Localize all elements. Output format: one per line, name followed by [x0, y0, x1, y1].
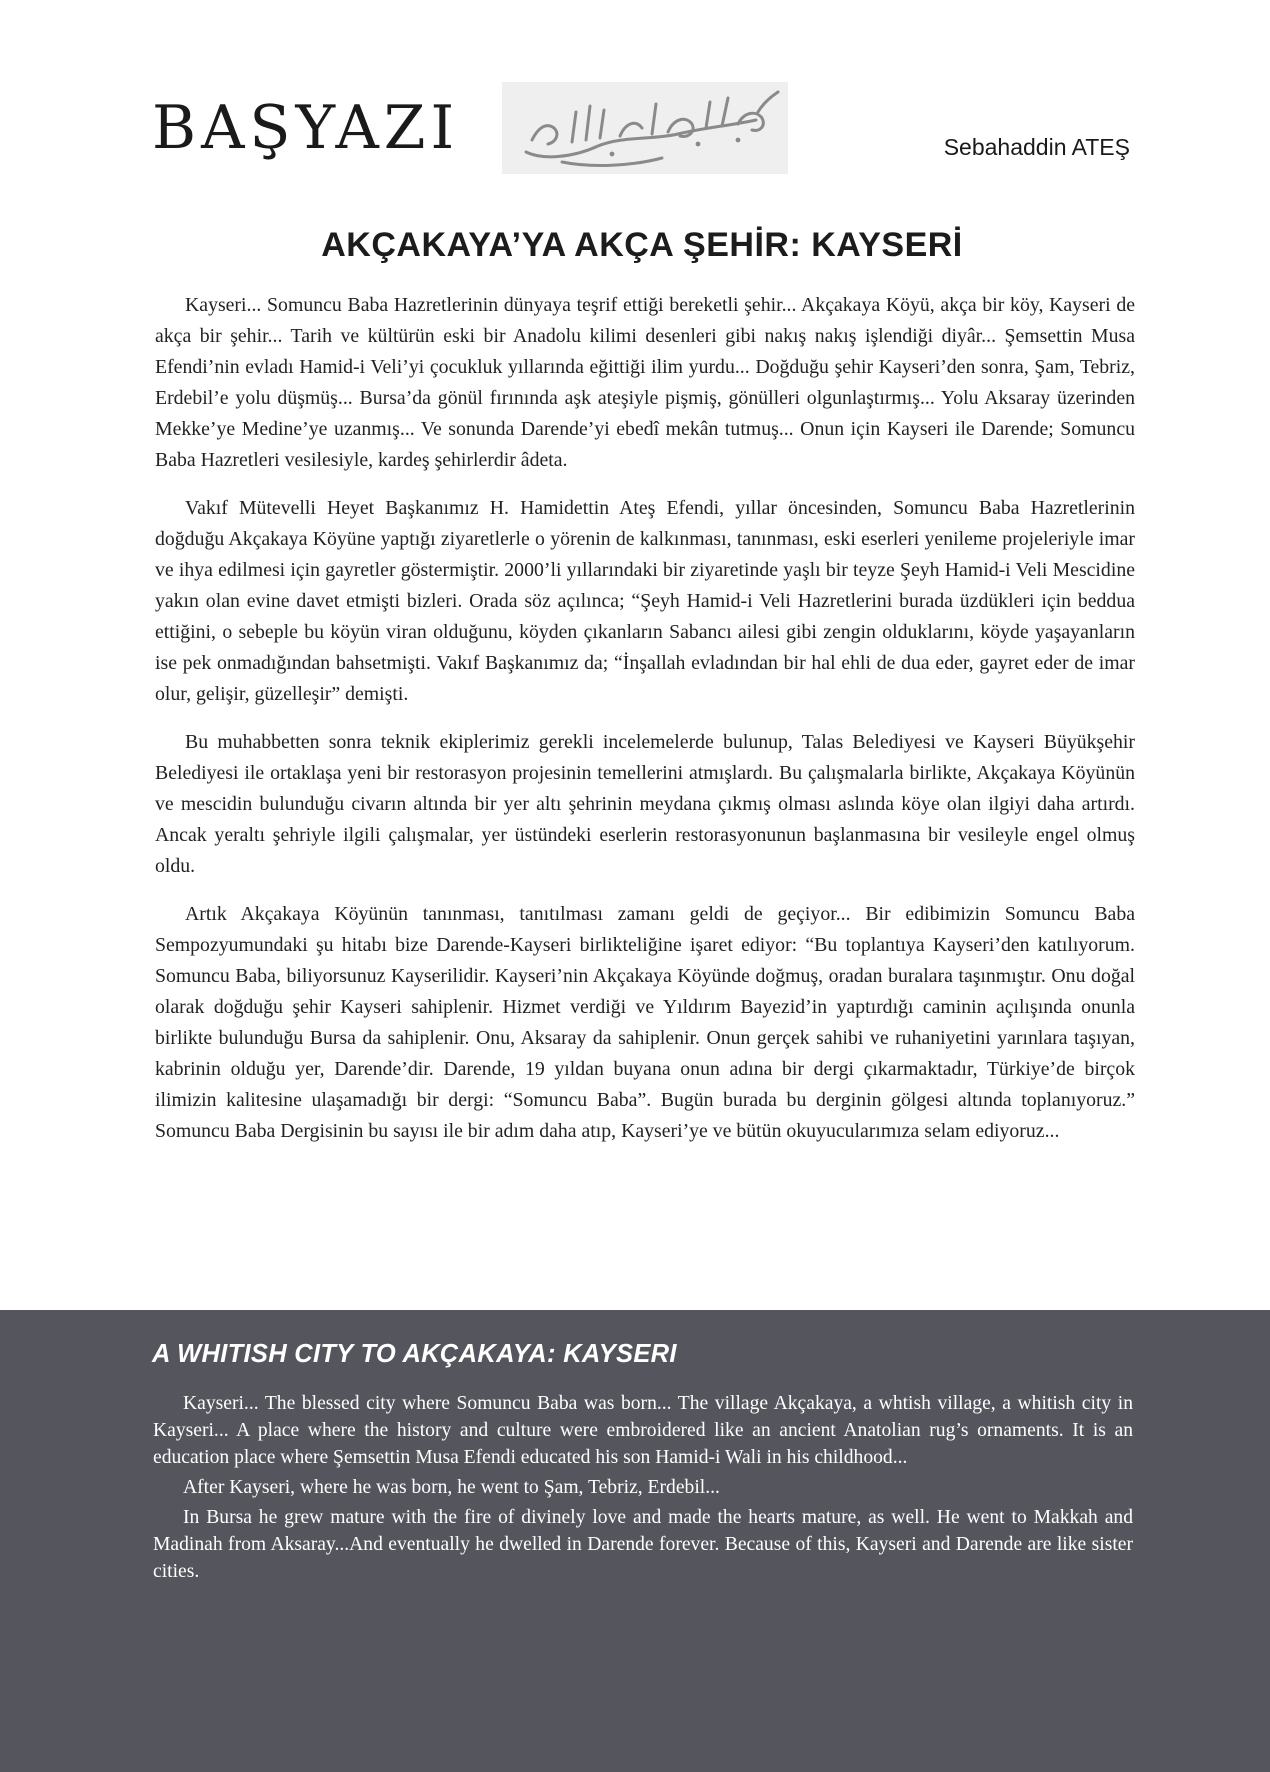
english-paragraph: In Bursa he grew mature with the fire of divinely love and made the hearts mature, as well. He went to Makkah and Madinah from Aksaray...And eventually he dwelled in Darende forever. Because of this, Kayseri and Darende are like sister cities. [153, 1507, 1133, 1582]
english-title: A WHITISH CITY TO AKÇAKAYA: KAYSERI [152, 1340, 677, 1368]
article-title: AKÇAKAYA’YA AKÇA ŞEHİR: KAYSERİ [321, 226, 963, 264]
page-header [0, 0, 1270, 200]
article-body [155, 290, 1135, 1164]
english-paragraph: Kayseri... The blessed city where Somuncu Baba was born... The village Akçakaya, a whtish village, a whitish city in Kayseri... A place where the history and culture were embroidered like an ancient Anatolian rug’s ornaments. It is an education place where Şemsettin Musa Efendi educated his son Hamid-i Wali in his childhood... [153, 1393, 1133, 1468]
basmala-calligraphy-image [502, 82, 788, 174]
section-title: BAŞYAZI [152, 93, 460, 163]
article-paragraph: Bu muhabbetten sonra teknik ekiplerimiz gerekli incelemelerde bulunup, Talas Belediyesi ve Kayseri Büyükşehir Belediyesi ile ortaklaşa yeni bir restorasyon projesinin temellerini atmışlardı. Bu çalışmalarla birlikte, Akçakaya Köyünün ve mescidin bulunduğu civarın altında bir yer altı şehrinin meydana çıkmış olması aslında köye olan ilgiyi daha artırdı. Ancak yeraltı şehriyle ilgili çalışmalar, yer üstündeki eserlerin restorasyonunun başlanmasına bir vesileyle engel olmuş oldu. [155, 731, 1135, 877]
author-name: Sebahaddin ATEŞ [943, 134, 1130, 160]
article-paragraph: Artık Akçakaya Köyünün tanınması, tanıtılması zamanı geldi de geçiyor... Bir edibimizin Somuncu Baba Sempozyumundaki şu hitabı bize Darende-Kayseri birlikteliğine işaret ediyor: “Bu toplantıya Kayseri’den katılıyorum. Somuncu Baba, biliyorsunuz Kayserilidir. Kayseri’nin Akçakaya Köyünde doğmuş, oradan buralara taşınmıştır. Onu doğal olarak doğduğu şehir Kayseri sahiplenir. Hizmet verdiği ve Yıldırım Bayezid’in yaptırdığı caminin açılışında onunla birlikte bulunduğu Bursa da sahiplenir. Onu, Aksaray da sahiplenir. Onun gerçek sahibi ve ruhaniyetini yarınlara taşıyan, kabrinin olduğu yer, Darende’dir. Darende, 19 yıldan buyana onun adına bir dergi çıkarmaktadır, Türkiye’de birçok ilimizin kalitesine ulaşamadığı bir dergi: “Somuncu Baba”. Bugün burada bu derginin gölgesi altında toplanıyoruz.” Somuncu Baba Dergisinin bu sayısı ile bir adım daha atıp, Kayseri’ye ve bütün okuyucularımıza selam ediyoruz... [155, 903, 1135, 1142]
english-body [153, 1390, 1133, 1588]
article-paragraph: Vakıf Mütevelli Heyet Başkanımız H. Hamidettin Ateş Efendi, yıllar öncesinden, Somuncu Baba Hazretlerinin doğduğu Akçakaya Köyüne yaptığı ziyaretlerle o yörenin de kalkınması, tanınması, eski eserleri yenileme projeleriyle imar ve ihya edilmesi için gayretler göstermiştir. 2000’li yıllarındaki bir ziyaretinde yaşlı bir teyze Şeyh Hamid-i Veli Mescidine yakın olan evine davet etmişti bizleri. Orada söz açılınca; “Şeyh Hamid-i Veli Hazretlerini burada üzdükleri için beddua ettiğini, o sebeple bu köyün viran olduğunu, köyden çıkanların Sabancı ailesi gibi zengin olduklarını, köyde yaşayanların ise pek onmadığından bahsetmişti. Vakıf Başkanımız da; “İnşallah evladından bir hal ehli de dua eder, gayret eder de imar olur, gelişir, güzelleşir” demişti. [155, 497, 1135, 705]
article-paragraph: Kayseri... Somuncu Baba Hazretlerinin dünyaya teşrif ettiği bereketli şehir... Akçakaya Köyü, akça bir köy, Kayseri de akça bir şehir... Tarih ve kültürün eski bir Anadolu kilimi desenleri gibi nakış nakış işlendiği diyâr... Şemsettin Musa Efendi’nin evladı Hamid-i Veli’yi çocukluk yıllarında eğittiği ilim yurdu... Doğduğu şehir Kayseri’den sonra, Şam, Tebriz, Erdebil’e yolu düşmüş... Bursa’da gönül fırınında aşk ateşiyle pişmiş, gönülleri olgunlaştırmış... Yolu Aksaray üzerinden Mekke’ye Medine’ye uzanmış... Ve sonunda Darende’yi ebedî mekân tutmuş... Onun için Kayseri ile Darende; Somuncu Baba Hazretleri vesilesiyle, kardeş şehirlerdir âdeta. [155, 294, 1135, 471]
english-paragraph: After Kayseri, where he was born, he went to Şam, Tebriz, Erdebil... [183, 1477, 720, 1498]
english-summary-panel [0, 1310, 1270, 1772]
